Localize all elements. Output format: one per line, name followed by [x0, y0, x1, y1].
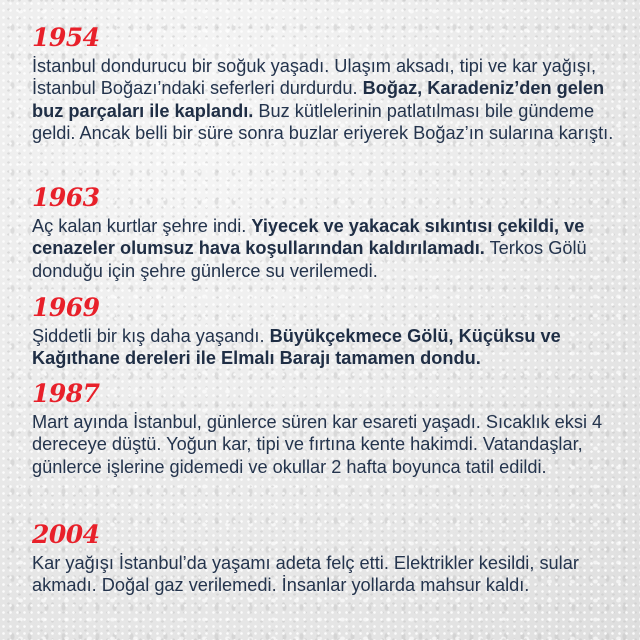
bold-text-segment: Yiyecek ve yakacak sıkıntısı çekildi, ve cenazeler olumsuz hava koşullarından kaldırılamadı. — [32, 216, 585, 259]
entry-text — [32, 325, 622, 370]
year-heading: 2004 — [32, 520, 100, 549]
timeline-entry-1954 — [32, 24, 622, 145]
entry-text — [32, 411, 622, 478]
year-heading: 1969 — [32, 293, 100, 322]
text-segment: Terkos Gölü donduğu için şehre günlerce su verilemedi. — [32, 238, 587, 281]
text-segment: Mart ayında İstanbul, günlerce süren kar esareti yaşadı. Sıcaklık eksi 4 dereceye düştü. Yoğun kar, tipi ve fırtına kente hakimdi. Vatandaşlar, günlerce işlerine gidemedi ve okullar 2 hafta boyunca tatil edildi. — [32, 412, 603, 477]
entry-text — [32, 552, 622, 597]
entry-text — [32, 215, 622, 282]
timeline-entry-1963 — [32, 184, 622, 282]
text-segment: Aç kalan kurtlar şehre indi. — [32, 216, 252, 236]
bold-text-segment: Büyükçekmece Gölü, Küçüksu ve Kağıthane dereleri ile Elmalı Barajı tamamen dondu. — [32, 326, 561, 369]
year-heading: 1963 — [32, 183, 100, 212]
text-segment: Şiddetli bir kış daha yaşandı. — [32, 326, 270, 346]
year-heading: 1954 — [32, 23, 100, 52]
timeline-entry-2004 — [32, 521, 622, 597]
year-heading: 1987 — [32, 379, 100, 408]
entry-text — [32, 55, 622, 145]
text-segment: İstanbul dondurucu bir soğuk yaşadı. Ulaşım aksadı, tipi ve kar yağışı, İstanbul Boğazı’ndaki seferleri durdurdu. — [32, 56, 597, 99]
text-segment: Kar yağışı İstanbul’da yaşamı adeta felç etti. Elektrikler kesildi, sular akmadı. Doğal gaz verilemedi. İnsanlar yollarda mahsur kaldı. — [32, 553, 579, 596]
timeline-entry-1969 — [32, 294, 622, 370]
timeline-entry-1987 — [32, 380, 622, 478]
text-segment: Buz kütlelerinin patlatılması bile gündeme geldi. Ancak belli bir süre sonra buzlar eriyerek Boğaz’ın sularına karıştı. — [32, 100, 614, 144]
bold-text-segment: Boğaz, Karadeniz’den gelen buz parçaları ile kaplandı. — [32, 78, 605, 121]
